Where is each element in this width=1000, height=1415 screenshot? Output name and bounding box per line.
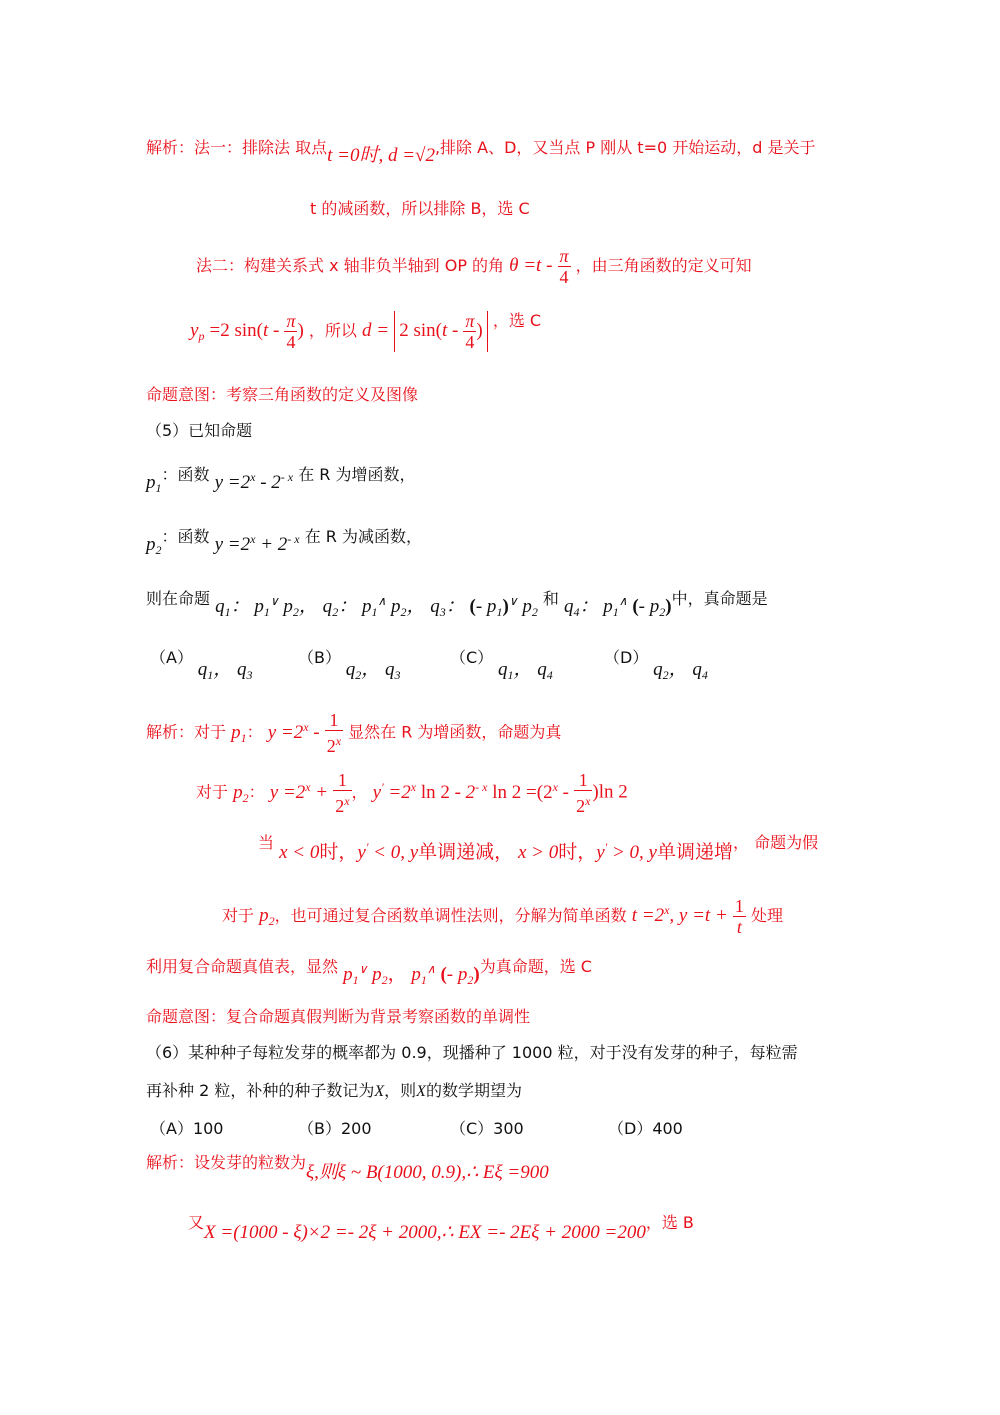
solution-line-1 — [146, 137, 816, 166]
math-abs-inner: 2 sin(t - — [399, 320, 459, 341]
ask-tail: 中，真命题是 — [671, 589, 768, 608]
math-derivative: $y' =2^x$ $\ln 2 - 2^{- x}$ $\ln 2 =(2^x$ - — [372, 779, 569, 803]
q6-option-c[interactable]: （C）300 — [450, 1119, 524, 1138]
q5-solution-5 — [146, 950, 592, 987]
stem2-mid: ，则 — [384, 1081, 417, 1100]
math-yp: $y_p$ — [190, 320, 205, 343]
formula-tail: ，选 C — [492, 311, 542, 330]
math-X: X — [374, 1083, 385, 1100]
formula-mid: ，所以 — [308, 321, 357, 340]
fraction-pi-over-4: $\frac{\pi}{4}$ — [286, 311, 296, 352]
q5-solution-3: 当 x < 0时，y' < 0, y单调递减， x > 0时，y' > 0, y单调递增， 命题为假 — [258, 833, 819, 863]
q6-sol1-pre: 解析：设发芽的粒数为 — [146, 1153, 307, 1172]
option-math: $q_1$， $q_4$ — [493, 659, 553, 682]
solution-line-2: t 的减函数，所以排除 B，选 C — [310, 199, 530, 218]
math-truth: $p_1^\vee$ $p_2$， $p_1^\wedge$ (- $p_2$) — [343, 962, 480, 987]
math-p1: $p_1$ — [231, 721, 247, 745]
q6-option-b[interactable]: （B）200 — [298, 1119, 372, 1138]
math-q4: $q_4$： $p_1^\wedge$ (- $p_2$) — [564, 594, 672, 619]
p1-text: ：函数 — [161, 465, 210, 484]
fraction-pi-over-4: $\frac{\pi}{4}$ — [465, 311, 475, 352]
fraction-pi-over-4: $\frac{\pi}{4}$ — [559, 246, 569, 287]
fraction-1-over-2x: $\frac{1}{2^x}$ — [576, 770, 591, 816]
fraction-1-over-2x: $\frac{1}{2^x}$ — [335, 770, 350, 816]
math-ln2: )ln 2 — [592, 781, 628, 803]
math-p1: $p_1$ — [146, 472, 162, 495]
math-theta: θ =t - — [509, 255, 553, 276]
math-p2: $p_2$ — [233, 781, 249, 805]
q6-stem-1: （6）某种种子每粒发芽的概率都为 0.9，现播种了 1000 粒，对于没有发芽的种子，每粒需 — [146, 1043, 798, 1062]
fraction-1-over-t: $\frac{1}{t}$ — [734, 896, 744, 937]
sol5-tail: 为真命题，选 C — [479, 957, 592, 976]
option-label: （C） — [450, 648, 494, 667]
q5-p2-line — [146, 520, 422, 557]
p1-tail: 在 R 为增函数， — [298, 465, 416, 484]
math-paren: ) — [297, 320, 304, 341]
math-yp-eq: =2 sin(t - — [209, 320, 280, 341]
math-p2-formula: $y =2^x + 2^{- x}$ — [214, 532, 300, 555]
math-y1: $y =2^x$ - — [267, 719, 320, 743]
q6-solution-2 — [188, 1212, 694, 1243]
q5-option-b[interactable] — [298, 642, 401, 682]
sol1-tail: 显然在 R 为增函数，命题为真 — [348, 722, 562, 742]
q5-option-c[interactable] — [450, 642, 553, 682]
math-y2: $y =2^x$ + — [269, 779, 329, 803]
math-t-2x: $t =2^x$, y =t + — [631, 903, 728, 926]
sol4-pre: 对于 — [222, 906, 255, 925]
stem2-pre: 再补种 2 粒，补种的种子数记为 — [146, 1081, 375, 1100]
math-q-list: $q_1$： $p_1^\vee$ $p_2$， $q_2$： $p_1^\wedge$ $p_2$， $q_3$： (- $p_1)^\vee$ $p_2$ — [215, 594, 538, 619]
sol3-pre: 当 — [258, 833, 275, 852]
q6-sol2-pre: 又 — [188, 1213, 205, 1232]
sol4-tail: 处理 — [750, 906, 783, 925]
q6-sol2-tail: ，选 B — [645, 1213, 694, 1232]
math-p1-formula: $y =2^x - 2^{- x}$ — [214, 470, 294, 493]
sol2-pre: 对于 — [196, 782, 229, 802]
q5-solution-1: 解析：对于 $p_1$： $y =2^x$ - $\frac{1}{2^x}$ 显然在 R 为增函数，命题为真 — [146, 710, 562, 756]
q5-solution-4 — [222, 896, 783, 937]
q5-ask-line — [146, 582, 768, 619]
q6-stem-2 — [146, 1080, 522, 1103]
fraction-1-over-2x: $\frac{1}{2^x}$ — [326, 710, 342, 756]
option-label: （D） — [604, 648, 649, 667]
q6-solution-1 — [146, 1152, 549, 1183]
q5-solution-2: 对于 $p_2$： $y =2^x$ + $\frac{1}{2^x}$ ， $y' =2^x$ $\ln 2 - 2^{- x}$ $\ln 2 =(2^x$ - $\frac{1}{2^x}$ )ln 2 — [196, 770, 628, 816]
math-X: X — [416, 1083, 426, 1100]
q5-option-d[interactable] — [604, 642, 708, 682]
intent-line: 命题意图：考察三角函数的定义及图像 — [146, 385, 419, 404]
q5-intent: 命题意图：复合命题真假判断为背景考察函数的单调性 — [146, 1007, 531, 1026]
ask-pre: 则在命题 — [146, 589, 211, 608]
abs-value — [394, 311, 488, 352]
p2-tail: 在 R 为减函数， — [304, 527, 422, 546]
math-p2: $p_2$ — [146, 534, 162, 557]
q5-p1-line — [146, 458, 416, 495]
math-expectation: X =(1000 - ξ)×2 =- 2ξ + 2000,∴ EX =- 2Eξ + 2000 =200 — [204, 1222, 646, 1243]
sol1-pre: 解析：对于 — [146, 722, 227, 742]
option-math: $q_2$， $q_3$ — [340, 659, 401, 682]
sol4-mid: ，也可通过复合函数单调性法则，分解为简单函数 — [274, 906, 627, 925]
math-monotonic: x < 0时，y' < 0, y单调递减， x > 0时，y' > 0, y单调递增 — [279, 840, 734, 863]
method2-tail: ，由三角函数的定义可知 — [575, 256, 752, 275]
option-label: （B） — [298, 648, 341, 667]
q6-option-d[interactable]: （D）400 — [608, 1119, 683, 1138]
solution-text: ,排除 A、D，又当点 P 刚从 t=0 开始运动，d 是关于 — [434, 138, 816, 157]
ask-and: 和 — [542, 589, 559, 608]
math-binomial: ξ,则ξ ~ B(1000, 0.9),∴ Eξ =900 — [306, 1162, 549, 1183]
q5-stem: （5）已知命题 — [146, 421, 253, 440]
math-p2: $p_2$ — [259, 905, 275, 928]
math-paren: ) — [476, 320, 483, 341]
option-math: $q_1$， $q_3$ — [192, 659, 253, 682]
sol3-tail: 命题为假 — [754, 833, 819, 852]
math-t0-d-sqrt2: t =0时, d =√2 — [327, 145, 435, 166]
method2-label: 法二：构建关系式 x 轴非负半轴到 OP 的角 — [196, 256, 505, 275]
option-label: （A） — [150, 648, 193, 667]
solution-label: 解析：法一：排除法 取点 — [146, 138, 328, 157]
math-d: d = — [362, 320, 390, 341]
q5-option-a[interactable] — [150, 642, 253, 682]
sol5-pre: 利用复合命题真值表，显然 — [146, 957, 339, 976]
q6-option-a[interactable]: （A）100 — [150, 1119, 224, 1138]
method2-line — [196, 246, 752, 287]
method2-formula-line — [190, 310, 541, 352]
option-math: $q_2$， $q_4$ — [648, 659, 708, 682]
stem2-tail: 的数学期望为 — [425, 1081, 522, 1100]
p2-text: ：函数 — [161, 527, 210, 546]
